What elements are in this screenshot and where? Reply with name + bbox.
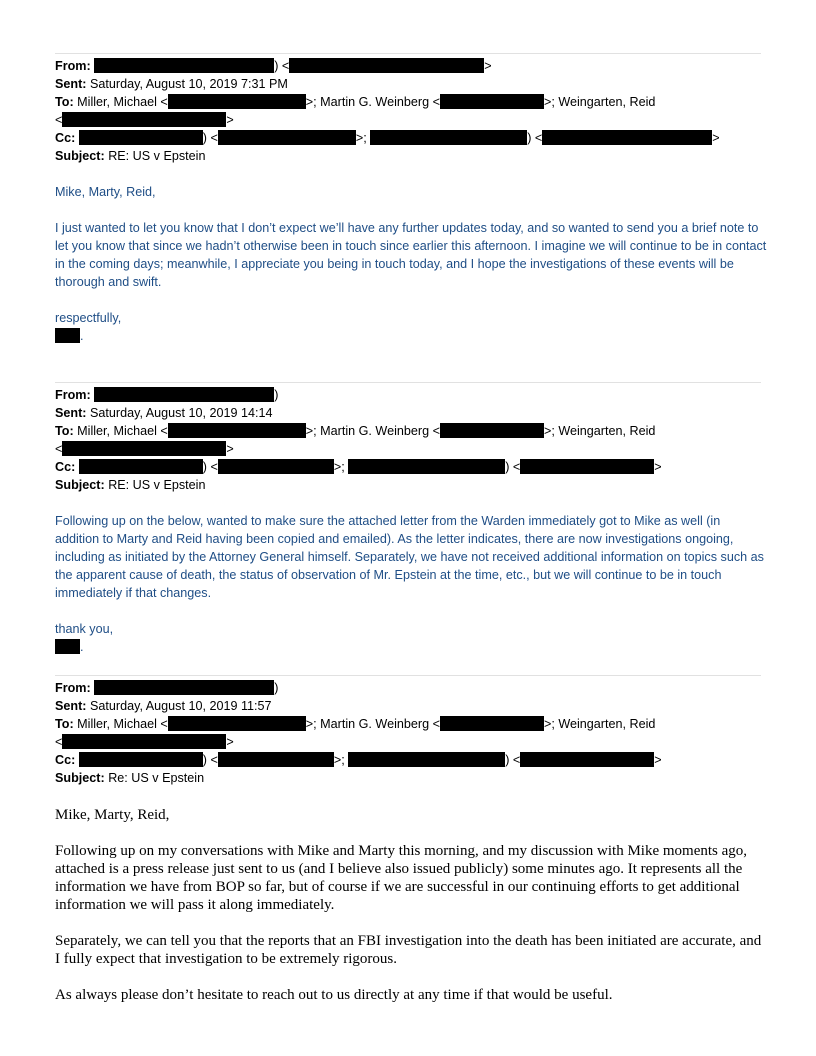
redaction-box	[440, 716, 544, 731]
redaction-box	[289, 58, 484, 73]
to-line-continued: < >	[55, 442, 234, 456]
redaction-box	[348, 459, 505, 474]
to-recipient-text: Miller, Michael <	[77, 424, 168, 438]
subject-label: Subject:	[55, 478, 105, 492]
sent-line	[55, 697, 272, 715]
from-line: From: ) < >	[55, 59, 492, 73]
redaction-box	[218, 752, 334, 767]
to-line	[55, 422, 655, 440]
sent-line	[55, 404, 273, 422]
redaction-box	[348, 752, 505, 767]
sent-label: Sent:	[55, 77, 87, 91]
to-recipient-text: >; Martin G. Weinberg <	[305, 95, 440, 109]
to-line	[55, 93, 655, 111]
to-recipient-text: >; Weingarten, Reid	[543, 95, 656, 109]
redaction-box	[218, 459, 334, 474]
sent-value: Saturday, August 10, 2019 11:57	[89, 699, 272, 713]
sent-value: Saturday, August 10, 2019 14:14	[89, 406, 273, 420]
subject-value: RE: US v Epstein	[108, 149, 206, 163]
to-recipient-text: Miller, Michael <	[77, 95, 168, 109]
message-body: Following up on the below, wanted to make sure the attached letter from the Warden immediately got to Mike as well (in addition to Marty and Reid having been copied and emailed). As the letter indicates, there are now investigations ongoing, including as initiated by the Attorney General himself. Separately, we have not received additional information on topics such as the apparent cause of death, the status of observation of Mr. Epstein at the time, etc., but we will continue to be in touch immediately if that changes.	[55, 514, 764, 600]
redaction-box	[168, 423, 306, 438]
from-label: From:	[55, 681, 91, 695]
sent-label: Sent:	[55, 699, 87, 713]
message-paragraph: Following up on my conversations with Mike and Marty this morning, and my discussion with Mike moments ago, attached is a press release just sent to us (and I believe also issued publicly) some minutes ago. It represents all the information we have from BOP so far, but of course if we are successful in our continuing efforts to get additional information we will pass it along immediately.	[55, 843, 748, 913]
sent-value: Saturday, August 10, 2019 7:31 PM	[89, 77, 288, 91]
signature-line: .	[55, 327, 84, 345]
to-line-continued: < >	[55, 113, 234, 127]
to-recipient-text: Miller, Michael <	[77, 717, 168, 731]
to-recipient-text: >; Weingarten, Reid	[543, 717, 656, 731]
signoff: thank you,	[55, 622, 114, 636]
from-label: From:	[55, 388, 91, 402]
redaction-box	[62, 441, 226, 456]
to-label: To:	[55, 424, 74, 438]
redaction-box	[79, 130, 203, 145]
subject-value: Re: US v Epstein	[108, 771, 205, 785]
redaction-box	[440, 94, 544, 109]
redaction-box	[370, 130, 527, 145]
separator-line	[55, 53, 761, 54]
message-paragraph: As always please don’t hesitate to reach out to us directly at any time if that would be useful.	[55, 987, 613, 1003]
redaction-box	[94, 387, 274, 402]
sent-label: Sent:	[55, 406, 87, 420]
redaction-box	[62, 734, 226, 749]
sent-line	[55, 75, 288, 93]
redaction-box	[520, 459, 654, 474]
cc-line: Cc: ) < >; ) < >	[55, 753, 662, 767]
subject-label: Subject:	[55, 771, 105, 785]
greeting: Mike, Marty, Reid,	[55, 807, 170, 823]
from-line: From: )	[55, 388, 279, 402]
cc-label: Cc:	[55, 753, 76, 767]
redaction-box	[168, 716, 306, 731]
from-label: From:	[55, 59, 91, 73]
redaction-box	[218, 130, 356, 145]
to-label: To:	[55, 717, 74, 731]
signature-line: .	[55, 638, 84, 656]
redaction-box	[62, 112, 226, 127]
message-body: I just wanted to let you know that I don’t expect we’ll have any further updates today, and so wanted to send you a brief note to let you know that since we hadn’t otherwise been in touch since earlier this afternoon. I imagine we will continue to be in contact in the coming days; meanwhile, I appreciate you being in touch today, and I hope the investigations of these events will be thorough and swift.	[55, 221, 767, 289]
redaction-box	[55, 639, 80, 654]
separator-line	[55, 382, 761, 383]
subject-label: Subject:	[55, 149, 105, 163]
greeting: Mike, Marty, Reid,	[55, 185, 156, 199]
redaction-box	[542, 130, 712, 145]
cc-line: Cc: ) < >; ) < >	[55, 131, 720, 145]
to-label: To:	[55, 95, 74, 109]
to-recipient-text: >; Martin G. Weinberg <	[305, 717, 440, 731]
redaction-box	[520, 752, 654, 767]
redaction-box	[79, 752, 203, 767]
redaction-box	[168, 94, 306, 109]
message-paragraph: Separately, we can tell you that the reports that an FBI investigation into the death has been initiated are accurate, and I fully expect that investigation to be extremely rigorous.	[55, 933, 762, 967]
redaction-box	[440, 423, 544, 438]
separator-line	[55, 675, 761, 676]
to-line	[55, 715, 655, 733]
from-line: From: )	[55, 681, 279, 695]
cc-label: Cc:	[55, 460, 76, 474]
signoff: respectfully,	[55, 311, 122, 325]
subject-value: RE: US v Epstein	[108, 478, 206, 492]
redaction-box	[94, 680, 274, 695]
subject-line	[55, 147, 205, 165]
redaction-box	[94, 58, 274, 73]
cc-line: Cc: ) < >; ) < >	[55, 460, 662, 474]
redaction-box	[55, 328, 80, 343]
subject-line	[55, 476, 205, 494]
subject-line	[55, 769, 204, 787]
cc-label: Cc:	[55, 131, 76, 145]
to-recipient-text: >; Martin G. Weinberg <	[305, 424, 440, 438]
to-recipient-text: >; Weingarten, Reid	[543, 424, 656, 438]
redaction-box	[79, 459, 203, 474]
to-line-continued: < >	[55, 735, 234, 749]
